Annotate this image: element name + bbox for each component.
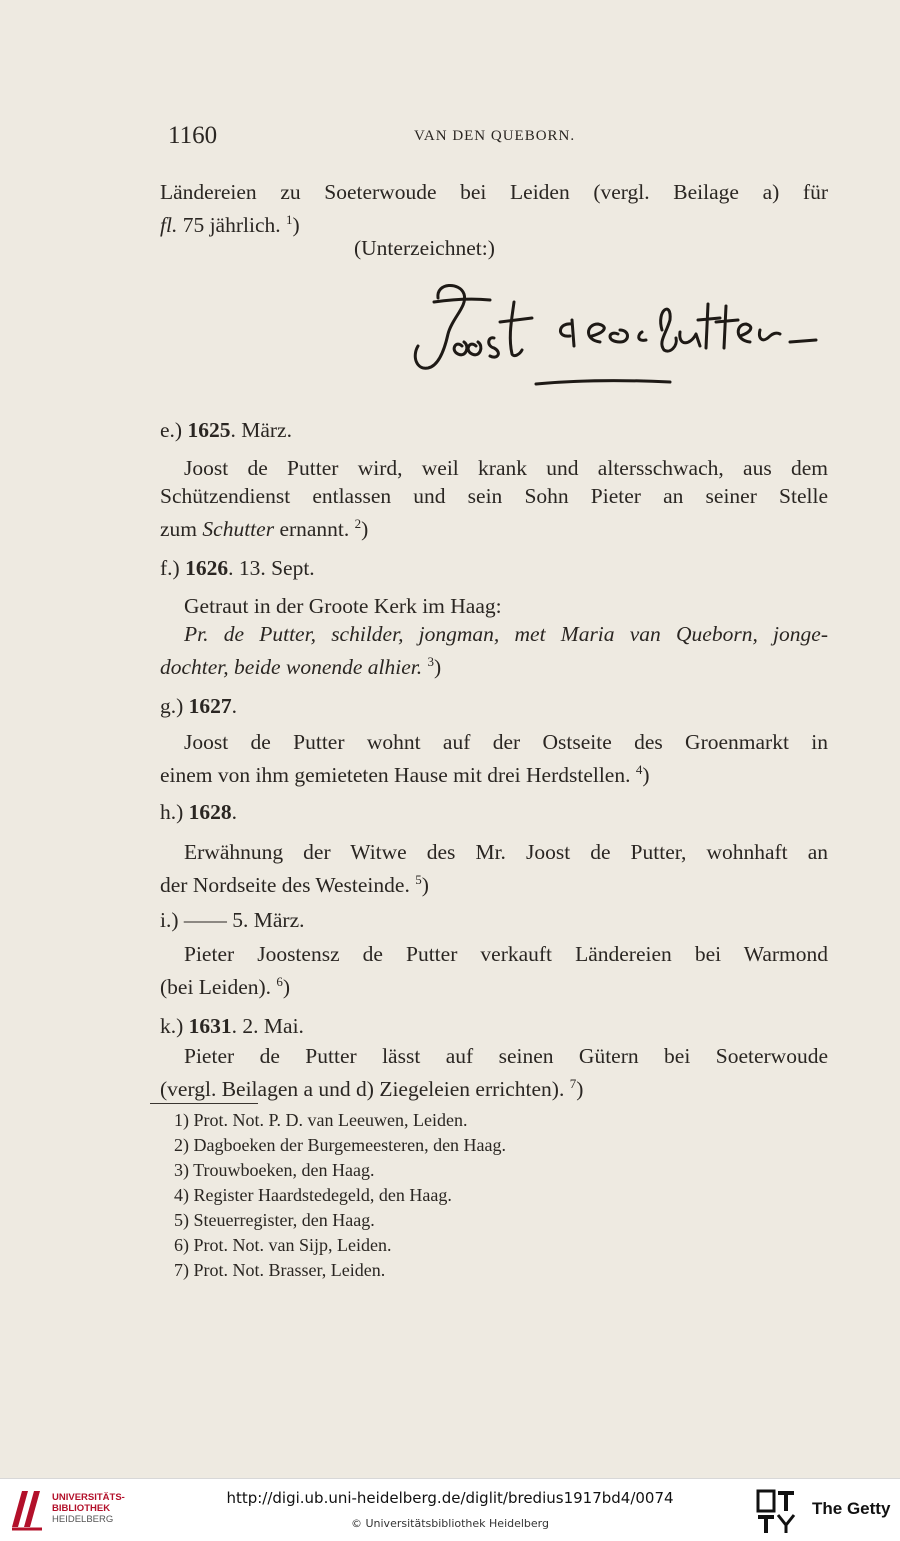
entry-f-heading: f.) 1626. 13. Sept.: [160, 556, 315, 580]
getty-label: The Getty: [812, 1499, 891, 1518]
footnote-4: 4) Register Haardstedegeld, den Haag.: [174, 1185, 452, 1205]
entry-i-heading: i.) —— 5. März.: [160, 908, 305, 932]
entry-i-line-1: Pieter Joostensz de Putter verkauft Ländereien bei Warmond: [184, 942, 828, 966]
footnote-6: 6) Prot. Not. van Sijp, Leiden.: [174, 1235, 392, 1255]
signed-label: (Unterzeichnet:): [354, 236, 495, 260]
copyright-notice: © Universitätsbibliothek Heidelberg: [350, 1517, 549, 1530]
entry-k-line-2: (vergl. Beilagen a und d) Ziegeleien errichten). $^7$): [160, 1076, 584, 1101]
page-number: 1160: [168, 122, 218, 149]
entry-h-line-2: der Nordseite des Westeinde. $^5$): [160, 872, 429, 897]
intro-line-2: fl. 75 jährlich. $^1$): [160, 212, 300, 237]
footnote-5: 5) Steuerregister, den Haag.: [174, 1210, 375, 1230]
entry-h-line-1: Erwähnung der Witwe des Mr. Joost de Putter, wohnhaft an: [184, 840, 828, 864]
entry-f-line-1: Getraut in der Groote Kerk im Haag:: [184, 594, 502, 618]
footnote-3: 3) Trouwboeken, den Haag.: [174, 1160, 375, 1180]
entry-e-line-3: zum Schutter ernannt. $^2$): [160, 516, 369, 541]
entry-e-line-1: Joost de Putter wird, weil krank und altersschwach, aus dem: [184, 456, 828, 480]
footnote-1: 1) Prot. Not. P. D. van Leeuwen, Leiden.: [174, 1110, 468, 1130]
entry-k-heading: k.) 1631. 2. Mai.: [160, 1014, 304, 1038]
intro-line-1: Ländereien zu Soeterwoude bei Leiden (vergl. Beilage a) für: [160, 180, 828, 204]
permalink-url[interactable]: http://digi.ub.uni-heidelberg.de/diglit/bredius1917bd4/0074: [226, 1489, 674, 1507]
entry-g-line-1: Joost de Putter wohnt auf der Ostseite des Groenmarkt in: [184, 730, 828, 754]
entry-g-heading: g.) 1627.: [160, 694, 238, 718]
signature: [408, 276, 828, 396]
entry-i-line-2: (bei Leiden). $^6$): [160, 974, 291, 999]
entry-g-line-2: einem von ihm gemieteten Hause mit drei Herdstellen. $^4$): [160, 762, 650, 787]
entry-e-line-2: Schützendienst entlassen und sein Sohn Pieter an seiner Stelle: [160, 484, 828, 508]
entry-f-line-2: Pr. de Putter, schilder, jongman, met Maria van Queborn, jonge-: [184, 622, 828, 646]
entry-h-heading: h.) 1628.: [160, 800, 238, 824]
entry-e-heading: e.) 1625. März.: [160, 418, 292, 442]
entry-k-line-1: Pieter de Putter lässt auf seinen Gütern bei Soeterwoude: [184, 1044, 828, 1068]
entry-f-line-3: dochter, beide wonende alhier. $^3$): [160, 654, 442, 679]
library-name: UNIVERSITÄTS- BIBLIOTHEK HEIDELBERG: [52, 1492, 125, 1525]
getty-logo-icon[interactable]: [756, 1489, 796, 1535]
footnote-7: 7) Prot. Not. Brasser, Leiden.: [174, 1260, 386, 1280]
running-head: VAN DEN QUEBORN.: [414, 128, 576, 144]
footnote-rule: [150, 1103, 258, 1104]
viewer-footer: [0, 1478, 900, 1541]
footnote-2: 2) Dagboeken der Burgemeesteren, den Haag.: [174, 1135, 507, 1155]
